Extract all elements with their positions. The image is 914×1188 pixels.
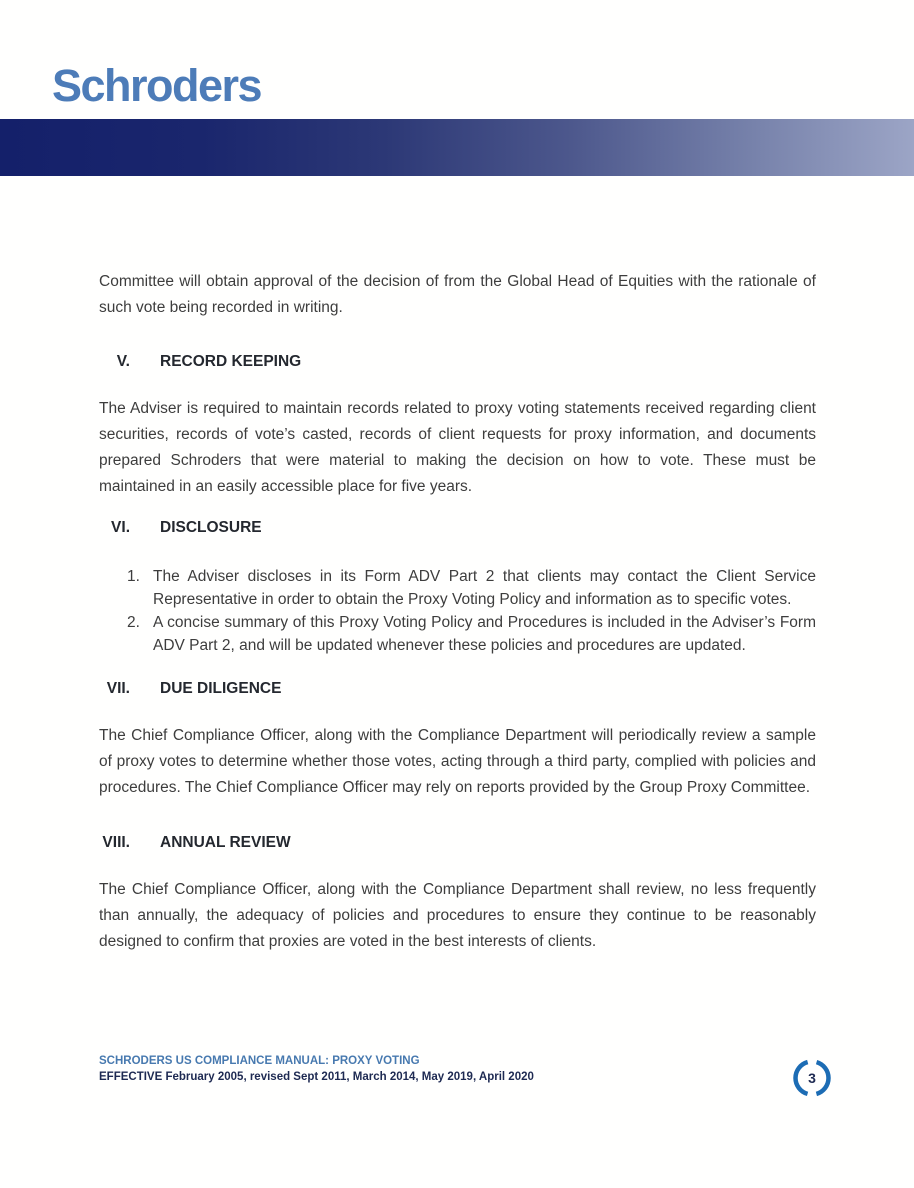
section-heading-record-keeping xyxy=(99,351,816,373)
section-title: DUE DILIGENCE xyxy=(160,680,282,697)
page-footer xyxy=(99,1053,749,1085)
list-item xyxy=(99,611,816,657)
list-item xyxy=(99,565,816,611)
header-banner-gradient xyxy=(0,119,914,176)
section-title: ANNUAL REVIEW xyxy=(160,834,291,851)
page-number: 3 xyxy=(808,1070,816,1086)
page-number-badge xyxy=(791,1057,833,1099)
section-heading-disclosure xyxy=(99,517,816,539)
section-numeral: VIII. xyxy=(102,834,130,851)
list-item-number: 2. xyxy=(127,614,140,631)
intro-paragraph: Committee will obtain approval of the decision of from the Global Head of Equities with the rationale of such vote being recorded in writing. xyxy=(99,273,816,316)
section-title: DISCLOSURE xyxy=(160,519,262,536)
record-keeping-paragraph: The Adviser is required to maintain records related to proxy voting statements received regarding client securities, records of vote’s casted, records of client requests for proxy information, and documents prepared Schroders that were material to making the decision on how to vote. These must be maintained in an easily accessible place for five years. xyxy=(99,400,816,495)
list-item-text: The Adviser discloses in its Form ADV Part 2 that clients may contact the Client Service Representative in order to obtain the Proxy Voting Policy and information as to specific votes. xyxy=(153,568,816,608)
footer-effective-dates: EFFECTIVE February 2005, revised Sept 2011, March 2014, May 2019, April 2020 xyxy=(99,1071,534,1083)
section-numeral: V. xyxy=(116,353,130,370)
page-header xyxy=(0,62,914,176)
annual-review-paragraph: The Chief Compliance Officer, along with the Compliance Department shall review, no less frequently than annually, the adequacy of policies and procedures to ensure they continue to be reasonably designed to confirm that proxies are voted in the best interests of clients. xyxy=(99,881,816,950)
footer-manual-title: SCHRODERS US COMPLIANCE MANUAL: PROXY VOTING xyxy=(99,1055,420,1067)
section-numeral: VI. xyxy=(111,519,130,536)
section-numeral: VII. xyxy=(106,680,130,697)
schroders-logo: Schroders xyxy=(52,60,262,111)
list-item-text: A concise summary of this Proxy Voting Policy and Procedures is included in the Adviser’s Form ADV Part 2, and will be updated whenever these policies and procedures are updated. xyxy=(153,614,816,654)
list-item-number: 1. xyxy=(127,568,140,585)
document-body xyxy=(99,269,816,955)
section-title: RECORD KEEPING xyxy=(160,353,302,370)
section-heading-due-diligence xyxy=(99,678,816,700)
disclosure-list xyxy=(99,565,816,657)
due-diligence-paragraph: The Chief Compliance Officer, along with the Compliance Department will periodically review a sample of proxy votes to determine whether those votes, acting through a third party, complied with policies and procedures. The Chief Compliance Officer may rely on reports provided by the Group Proxy Committee. xyxy=(99,727,816,796)
section-heading-annual-review xyxy=(99,832,816,854)
